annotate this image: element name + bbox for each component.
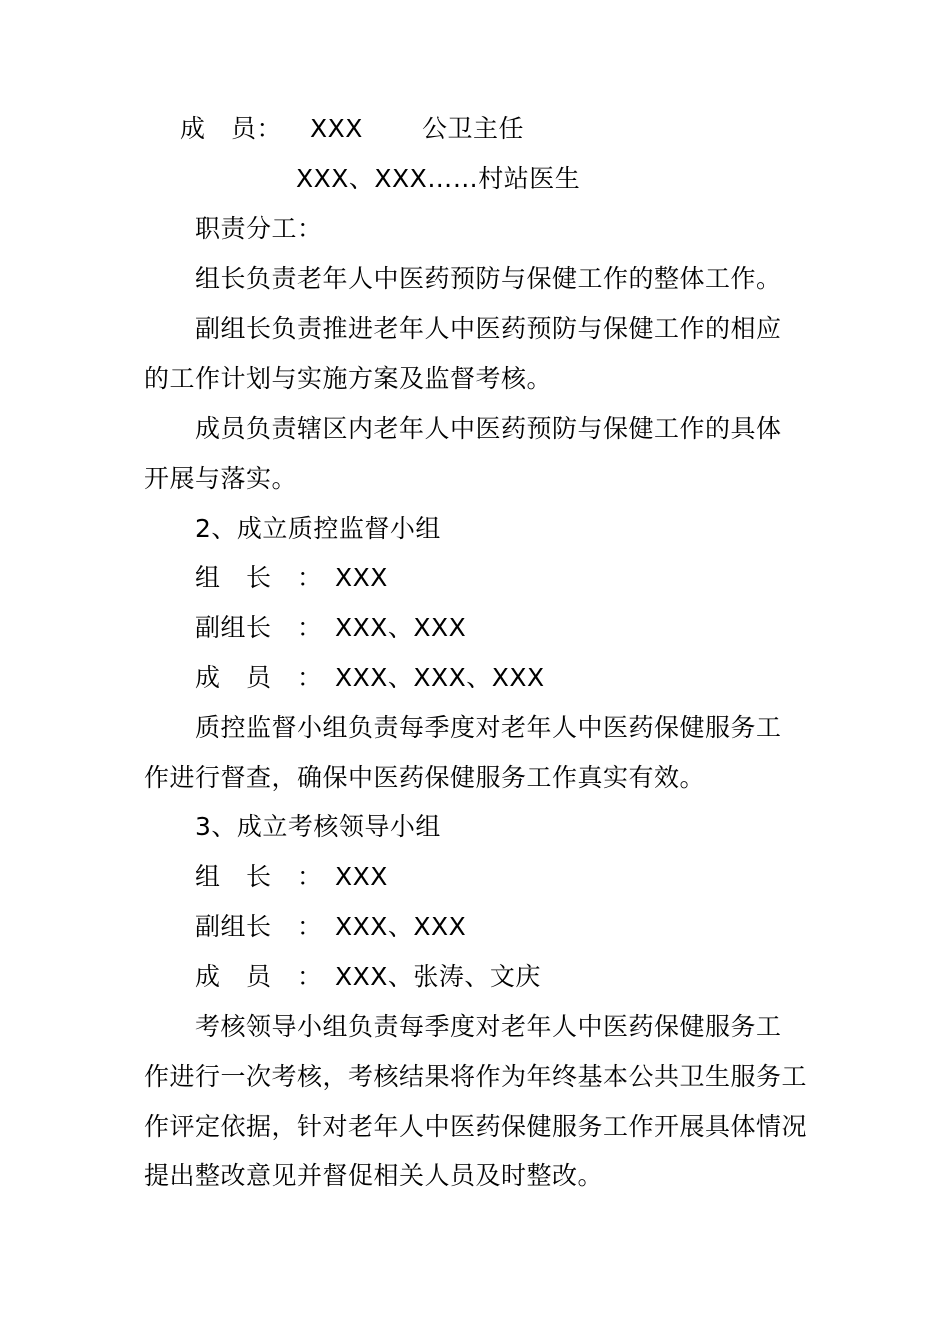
section3-desc-line-1: 考核领导小组负责每季度对老年人中医药保健服务工 [195,1012,782,1041]
section2-desc-line-2: 作进行督查，确保中医药保健服务工作真实有效。 [144,763,706,792]
duty-member-line-2: 开展与落实。 [144,464,298,493]
section3-leader-value: XXX [335,862,388,891]
duty-member-line-1: 成员负责辖区内老年人中医药预防与保健工作的具体 [195,414,782,443]
section3-desc-line-2: 作进行一次考核，考核结果将作为年终基本公共卫生服务工 [144,1062,808,1091]
members-role: 公卫主任 [422,114,525,143]
duties-title: 职责分工： [195,214,323,243]
section2-deputy-row [195,611,595,645]
members-name: XXX [310,114,363,143]
section3-desc-line-4: 提出整改意见并督促相关人员及时整改。 [144,1161,604,1190]
section2-member-label: 成 员 ： [195,663,323,692]
section3-leader-row [195,860,595,894]
section3-desc-line-3: 作评定依据，针对老年人中医药保健服务工作开展具体情况 [144,1112,808,1141]
duty-deputy-line-1: 副组长负责推进老年人中医药预防与保健工作的相应 [195,314,782,343]
section2-title: 2、成立质控监督小组 [195,514,441,543]
section3-deputy-label: 副组长 ： [195,912,323,941]
section2-member-row [195,661,595,695]
section3-member-label: 成 员 ： [195,962,323,991]
section2-deputy-label: 副组长 ： [195,613,323,642]
section3-deputy-row [195,910,595,944]
duty-deputy-line-2: 的工作计划与实施方案及监督考核。 [144,364,553,393]
members-label: 成 员： [180,114,283,143]
section3-leader-label: 组 长 ： [195,862,323,891]
section3-member-row [195,960,595,994]
duty-leader: 组长负责老年人中医药预防与保健工作的整体工作。 [195,264,782,293]
section2-member-value: XXX、XXX、XXX [335,663,545,692]
members-header-line [180,112,580,146]
section3-deputy-value: XXX、XXX [335,912,467,941]
section2-leader-label: 组 长 ： [195,563,323,592]
section2-leader-value: XXX [335,563,388,592]
section2-deputy-value: XXX、XXX [335,613,467,642]
section2-desc-line-1: 质控监督小组负责每季度对老年人中医药保健服务工 [195,713,782,742]
section3-member-value: XXX、张涛、文庆 [335,962,541,991]
section2-leader-row [195,561,595,595]
members-others: XXX、XXX……村站医生 [296,164,581,193]
section3-title: 3、成立考核领导小组 [195,812,441,841]
